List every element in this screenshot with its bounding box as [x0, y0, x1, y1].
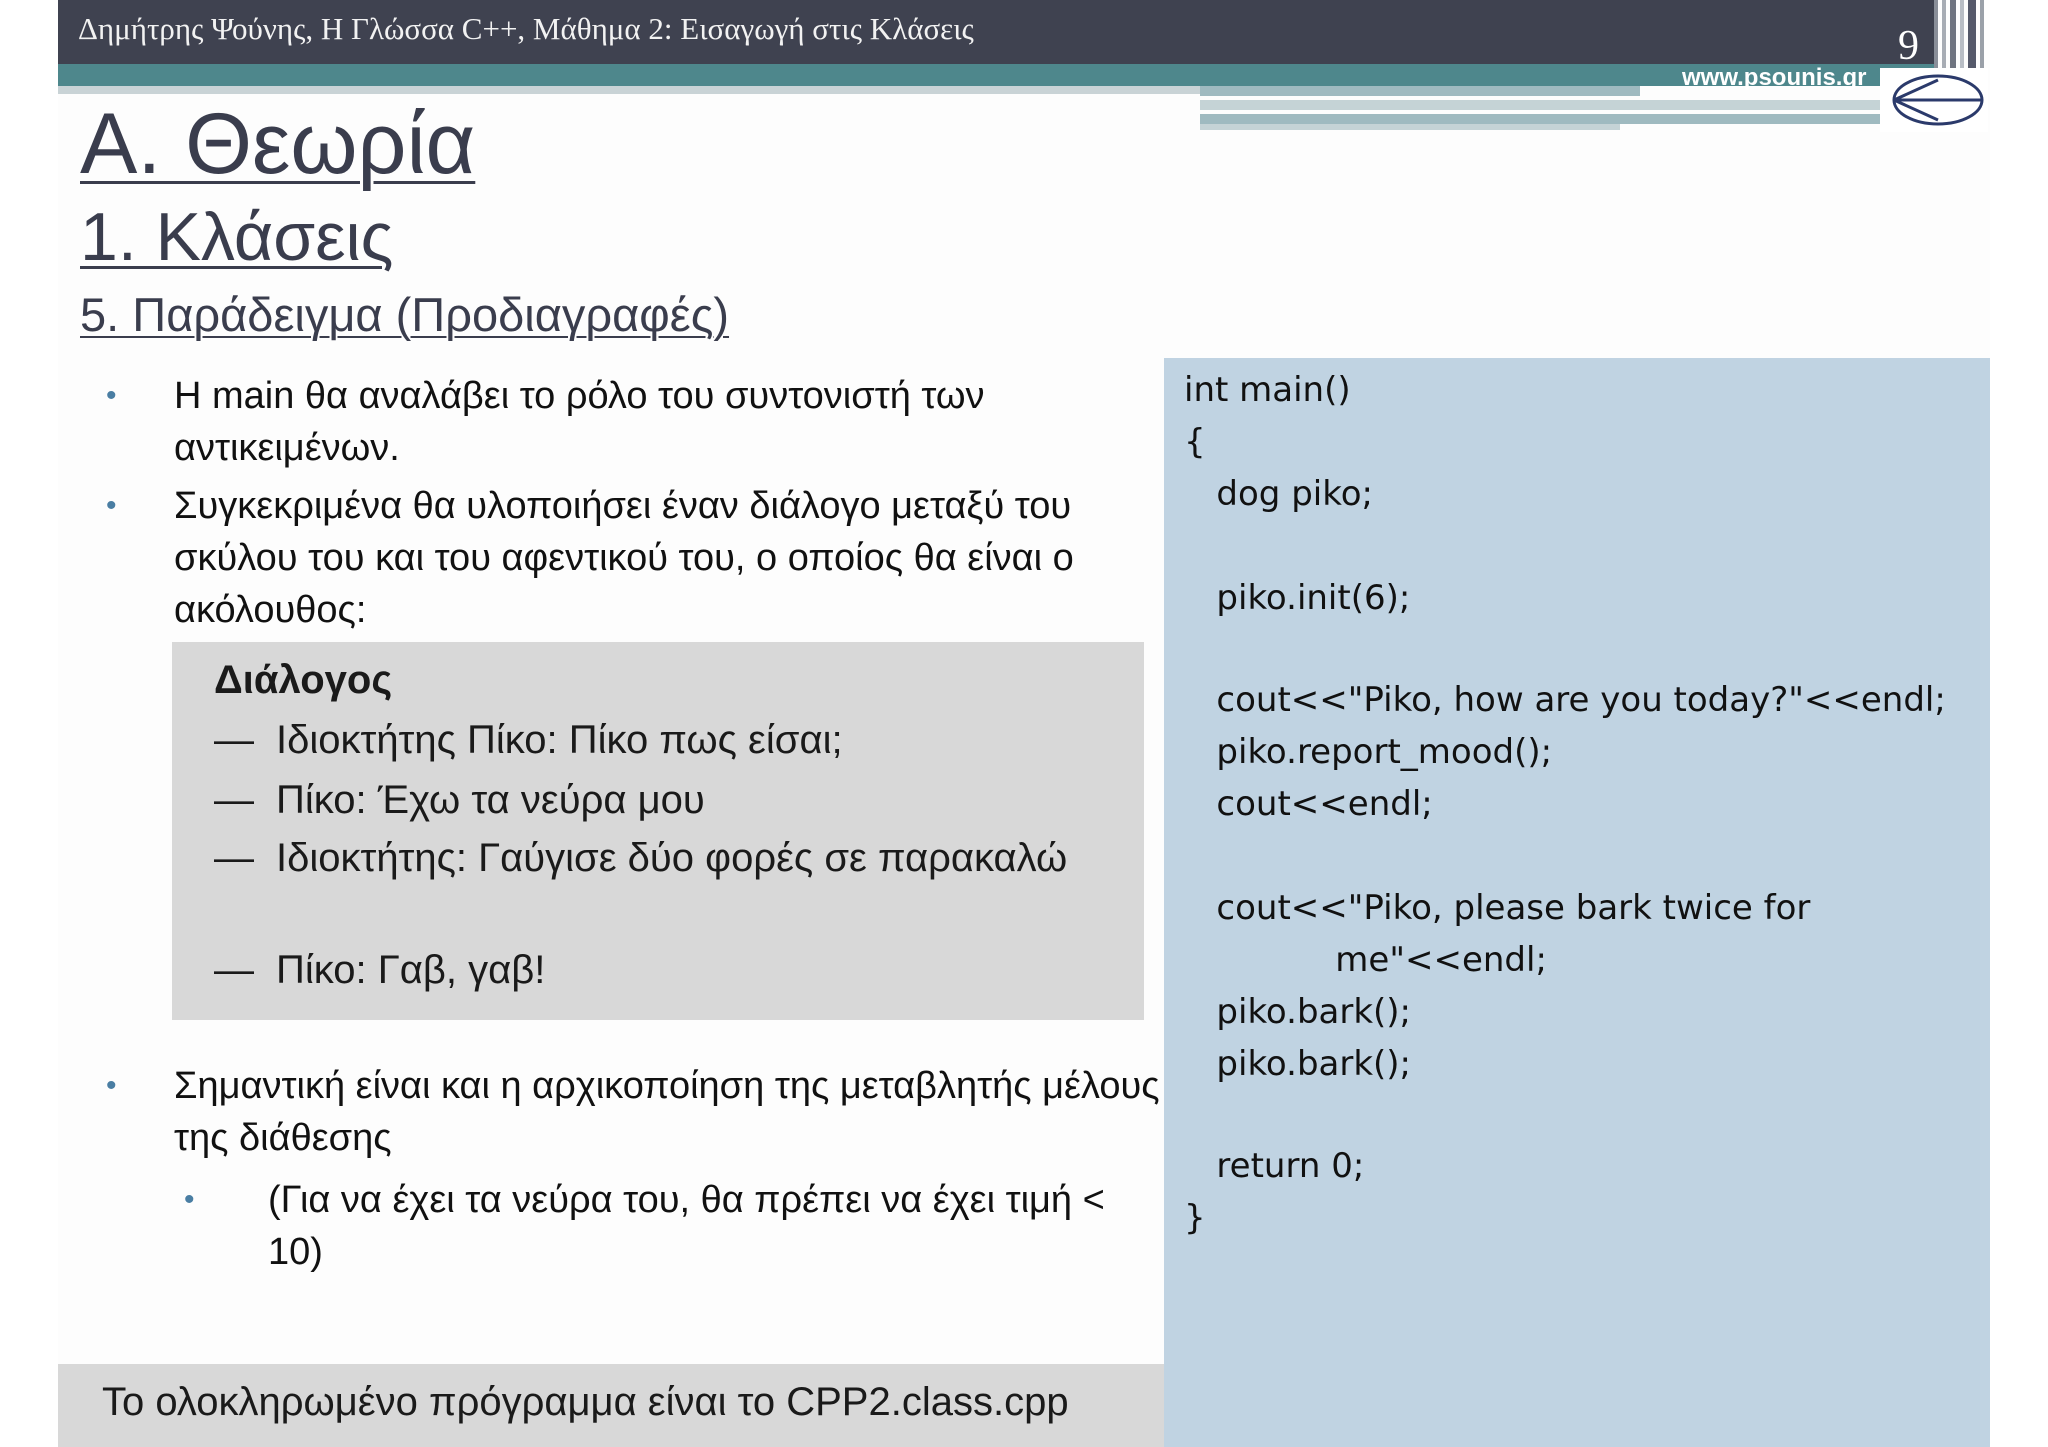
code-line: } — [1184, 1198, 1206, 1238]
subsection-title: 5. Παράδειγμα (Προδιαγραφές) — [80, 288, 730, 341]
list-item — [80, 370, 1204, 474]
code-line: cout<<"Piko, please bark twice for — [1184, 888, 1811, 928]
dialog-line — [214, 774, 1094, 826]
code-line: return 0; — [1184, 1146, 1365, 1186]
footer-note — [58, 1364, 1164, 1447]
code-line: piko.bark(); — [1184, 1044, 1412, 1084]
dialog-line — [214, 832, 1094, 884]
dialog-line-text: Ιδιοκτήτης: Γαύγισε δύο φορές σε παρακαλώ — [276, 836, 1068, 880]
dialog-line-text: Πίκο: Έχω τα νεύρα μου — [276, 778, 705, 822]
code-line: me"<<endl; — [1184, 940, 1547, 980]
code-line: int main() — [1184, 370, 1351, 410]
code-line: piko.init(6); — [1184, 578, 1411, 618]
list-item — [80, 480, 1204, 636]
psounis-logo-icon — [1880, 68, 1988, 132]
bullet-icon: • — [106, 379, 117, 412]
dash-icon: — — [214, 778, 254, 822]
bullet-text: Συγκεκριμένα θα υλοποιήσει έναν διάλογο μεταξύ του σκύλου του και του αφεντικού του, ο οποίος θα είναι ο ακόλουθος: — [174, 485, 1074, 631]
course-header: Δημήτρης Ψούνης, Η Γλώσσα C++, Μάθημα 2: Εισαγωγή στις Κλάσεις — [78, 11, 974, 46]
dash-icon: — — [214, 718, 254, 762]
section-title: 1. Κλάσεις — [80, 199, 394, 275]
bullet-text: (Για να έχει τα νεύρα του, θα πρέπει να έχει τιμή < 10) — [268, 1179, 1105, 1273]
bullet-icon: • — [184, 1183, 195, 1216]
sub-list-item — [174, 1174, 1148, 1278]
code-line: cout<<"Piko, how are you today?"<<endl; — [1184, 680, 1946, 720]
header-divider — [58, 86, 1200, 94]
code-panel — [1164, 358, 1990, 1447]
dash-icon: — — [214, 948, 254, 992]
bullet-text: Σημαντική είναι και η αρχικοποίηση της μεταβλητής μέλους της διάθεσης — [174, 1065, 1160, 1159]
code-line: { — [1184, 422, 1206, 462]
dialog-line — [214, 714, 1094, 766]
slide — [58, 0, 1990, 1447]
header-bar — [58, 0, 1938, 64]
decor-stripes-icon — [1934, 0, 1986, 70]
code-line: piko.report_mood(); — [1184, 732, 1553, 772]
bullet-icon: • — [106, 489, 117, 522]
page-title: Α. Θεωρία — [80, 96, 476, 192]
code-line: piko.bark(); — [1184, 992, 1412, 1032]
bullet-text: Η main θα αναλάβει το ρόλο του συντονιστή των αντικειμένων. — [174, 375, 985, 469]
dialog-heading: Διάλογος — [214, 658, 393, 702]
decor-stripe — [1200, 86, 1640, 96]
decor-stripe — [1200, 100, 1890, 110]
decor-stripe — [1200, 124, 1620, 130]
site-url: www.psounis.gr — [1682, 64, 1867, 91]
page-number: 9 — [1898, 23, 1919, 69]
code-line: dog piko; — [1184, 474, 1373, 514]
dialog-line-text: Ιδιοκτήτης Πίκο: Πίκο πως είσαι; — [276, 718, 843, 762]
code-line: cout<<endl; — [1184, 784, 1433, 824]
dialog-line-text: Πίκο: Γαβ, γαβ! — [276, 948, 546, 992]
decor-stripe — [1200, 114, 1890, 124]
list-item — [80, 1060, 1204, 1164]
dialog-box — [172, 642, 1144, 1020]
bullet-icon: • — [106, 1069, 117, 1102]
header-teal-band — [58, 64, 1200, 86]
footer-note-text: Το ολοκληρωμένο πρόγραμμα είναι το CPP2.class.cpp — [102, 1380, 1069, 1424]
dialog-line — [214, 944, 1094, 996]
dash-icon: — — [214, 836, 254, 880]
